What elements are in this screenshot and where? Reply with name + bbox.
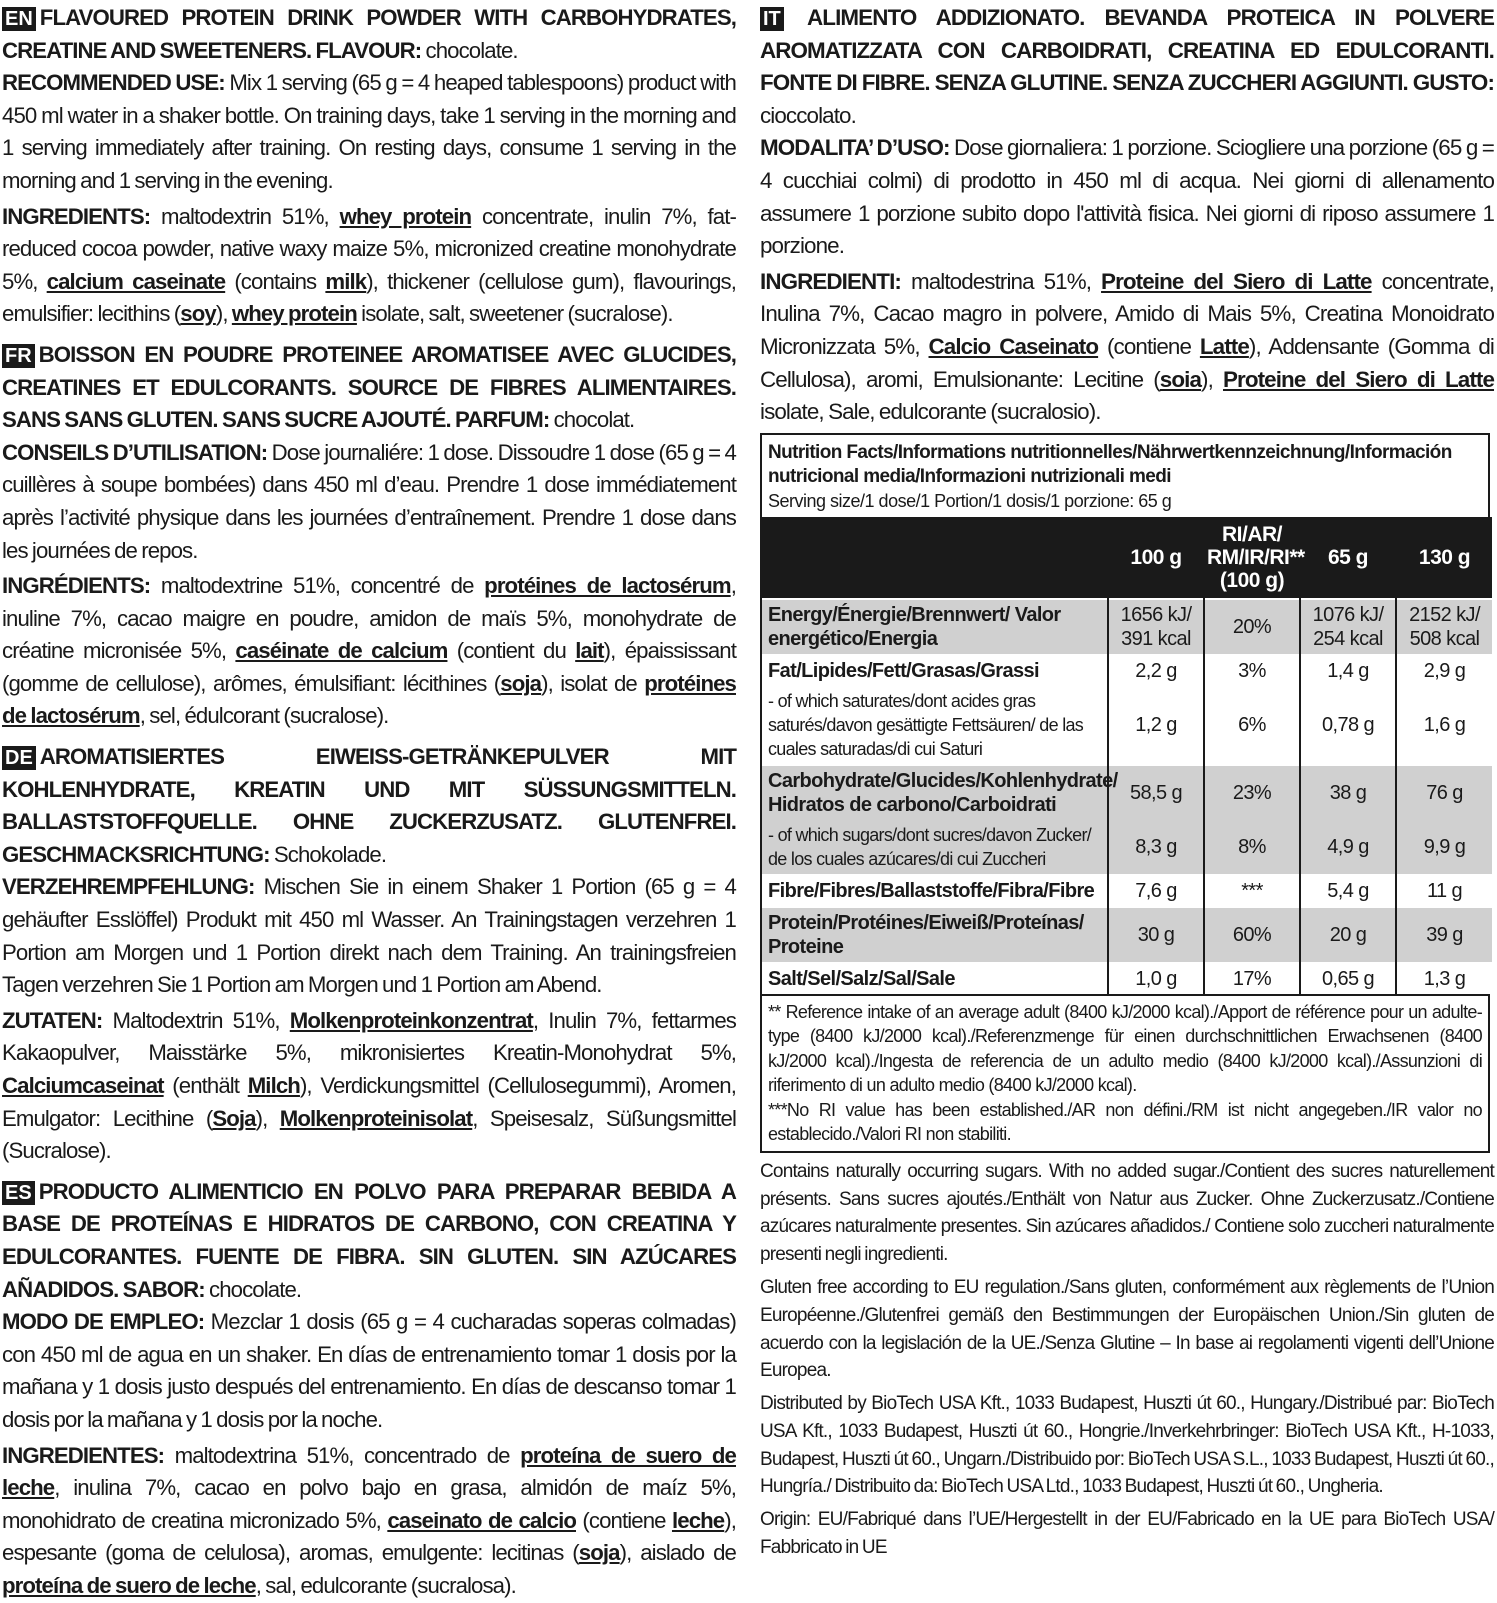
flavour-es: chocolate.	[204, 1276, 302, 1302]
allergen: protéines de lactosérum	[484, 573, 731, 599]
row-label: Carbohydrate/Glucides/Kohlenhydrate/ Hidratos de carbono/Carboidrati	[762, 765, 1108, 820]
cell-ri: 60%	[1204, 907, 1300, 963]
allergen: soia	[1159, 366, 1202, 392]
row-label: - of which saturates/dont acides gras saturés/davon gesättigte Fettsäuren/ de las cuales saturadas/di cui Saturi	[762, 686, 1108, 765]
ingr-part: ),	[1201, 366, 1223, 392]
cell-65g: 5,4 g	[1300, 875, 1396, 907]
allergen: Calciumcaseinat	[2, 1073, 164, 1098]
section-fr	[2, 339, 736, 733]
table-row-sugars	[762, 820, 1492, 875]
ingr-label-fr: INGRÉDIENTS:	[2, 573, 151, 599]
cell-130g: 2,9 g	[1396, 655, 1492, 686]
table-row-energy	[762, 599, 1492, 655]
cell-130g: 2152 kJ/ 508 kcal	[1396, 599, 1492, 655]
cell-65g: 0,65 g	[1300, 963, 1396, 994]
allergen: soy	[180, 301, 216, 327]
ingredients-it	[760, 266, 1494, 429]
ingr-part: ), isolat de	[541, 670, 645, 696]
allergen: lait	[575, 638, 604, 664]
col-header-65g: 65 g	[1300, 517, 1396, 599]
ingr-part: ), Verdickungsmittel (Cellulosegummi), Aromen, Emulgator: Lecithine (	[2, 1073, 736, 1131]
nutrition-header	[762, 435, 1488, 517]
serving-size: Serving size/1 dose/1 Portion/1 dosis/1 porzione: 65 g	[768, 490, 1172, 511]
use-text-fr: Dose journaliére: 1 dose. Dissoudre 1 dose (65 g = 4 cuillères à soupe bombées) dans 450 ml d’eau. Prendre 1 dose immédiatement après l’activité physique dans les journées d’entraînement. Prendre 1 dose dans les journées de repos.	[2, 439, 736, 563]
ingr-part: ), Addensante (Gomma di Cellulosa), aromi, Emulsionante: Lecitine (	[760, 333, 1494, 392]
row-label: Fat/Lipides/Fett/Grasas/Grassi	[762, 655, 1108, 686]
section-es	[2, 1176, 736, 1603]
table-row-salt	[762, 963, 1492, 994]
ingr-part: (enthält	[163, 1073, 248, 1098]
use-label-de: VERZEHREMPFEHLUNG:	[2, 874, 255, 900]
section-it	[760, 2, 1494, 429]
cell-ri: 23%	[1204, 765, 1300, 820]
cell-ri: 17%	[1204, 963, 1300, 994]
ingr-part: ), thickener (cellulose gum), flavourings, emulsifier: lecithins (	[2, 268, 737, 327]
table-row-fat	[762, 655, 1492, 686]
ingr-part: , sal, edulcorante (sucralosa).	[255, 1572, 516, 1598]
ingr-part: maltodextrine 51%, concentré de	[150, 573, 485, 599]
section-en	[2, 2, 736, 331]
use-label-it: MODALITA’ D’USO:	[760, 135, 950, 161]
cell-65g: 20 g	[1300, 907, 1396, 963]
note-distributor: Distributed by BioTech USA Kft., 1033 Budapest, Huszti út 60., Hungary./Distribué par: BioTech USA Kft., 1033 Budapest, Huszti út 60., Hongrie./Inverkehrbringer: BioTech USA Kft., H-1033, Budapest, Huszti út 60., Ungarn./Distribuido por: BioTech USA S.L., 1033 Budapest, Huszti út 60., Hungría./ Distribuito da: BioTech USA Ltd., 1033 Budapest, Huszti út 60., Ungheria.	[760, 1393, 1494, 1498]
ingr-part: (contains	[225, 268, 326, 294]
allergen: Proteine del Siero di Latte	[1101, 268, 1372, 294]
cell-65g: 1076 kJ/ 254 kcal	[1300, 599, 1396, 655]
note-origin: Origin: EU/Fabriqué dans l’UE/Hergestellt in der EU/Fabricado en la UE para BioTech USA/ Fabbricato in UE	[760, 1509, 1494, 1559]
ingr-part: (contiene	[1098, 333, 1200, 359]
allergen: milk	[325, 268, 367, 294]
cell-130g: 39 g	[1396, 907, 1492, 963]
cell-100g: 2,2 g	[1108, 655, 1204, 686]
allergen: proteína de suero de leche	[2, 1442, 736, 1501]
lang-tag-fr: FR	[2, 344, 35, 368]
row-label: Protein/Protéines/Eiweiß/Proteínas/ Proteine	[762, 907, 1108, 963]
cell-100g: 1656 kJ/ 391 kcal	[1108, 599, 1204, 655]
allergen: Molkenproteinisolat	[279, 1105, 473, 1131]
note-sugars: Contains naturally occurring sugars. With no added sugar./Contient des sucres naturellement présents. Sans sucres ajoutés./Enthält von Natur aus Zucker. Ohne Zuckerzusatz./Contiene azúcares naturalmente presentes. Sin azúcares añadidos./ Contiene solo zuccheri naturalmente presenti negli ingredienti.	[760, 1160, 1494, 1266]
ingr-label-en: INGREDIENTS:	[2, 203, 151, 229]
ingr-part: ), épaississant (gomme de cellulose), arômes, émulsifiant: lécithines (	[2, 638, 736, 696]
use-text-es: Mezclar 1 dosis (65 g = 4 cucharadas soperas colmadas) con 450 ml de agua en un shaker. En días de entrenamiento tomar 1 dosis por la mañana y 1 dosis justo después del entrenamiento. En días de descanso tomar 1 dosis por la mañana y 1 dosis por la noche.	[2, 1309, 736, 1432]
allergen: leche	[671, 1507, 725, 1533]
ingr-part: (contient du	[447, 638, 576, 664]
nutrition-footnotes	[762, 994, 1488, 1151]
title-it: ALIMENTO ADDIZIONATO. BEVANDA PROTEICA IN POLVERE AROMATIZZATA CON CARBOIDRATI, CREATINA ED EDULCORANTI. FONTE DI FIBRE. SENZA GLUTINE. SENZA ZUCCHERI AGGIUNTI. GUSTO:	[760, 5, 1494, 96]
cell-130g: 1,6 g	[1396, 686, 1492, 765]
allergen: caseinato de calcio	[387, 1507, 576, 1533]
table-row-protein	[762, 907, 1492, 963]
lang-tag-de: DE	[2, 746, 36, 770]
use-label-fr: CONSEILS D’UTILISATION:	[2, 439, 268, 465]
allergen: Calcio Caseinato	[928, 333, 1099, 359]
use-text-it: Dose giornaliera: 1 porzione. Sciogliere una porzione (65 g = 4 cucchiai colmi) di prodotto in 450 ml di acqua. Nei giorni di allenamento assumere 1 porzione subito dopo l'attività fisica. Nei giorni di riposo assumere 1 porzione.	[760, 135, 1494, 259]
ingredients-es	[2, 1440, 736, 1603]
ingr-part: ),	[215, 301, 232, 327]
ingr-label-es: INGREDIENTES:	[2, 1442, 165, 1468]
ingredients-fr	[2, 570, 736, 733]
nutrition-grid	[762, 517, 1492, 994]
allergen: Latte	[1199, 333, 1249, 359]
ingr-part: , sel, édulcorant (sucralose).	[139, 703, 389, 729]
table-header-row	[762, 517, 1492, 599]
row-label: - of which sugars/dont sucres/davon Zucker/ de los cuales azúcares/di cui Zuccheri	[762, 820, 1108, 875]
allergen: soja	[578, 1540, 620, 1566]
title-fr: BOISSON EN POUDRE PROTEINEE AROMATISEE AVEC GLUCIDES, CREATINES ET EDULCORANTS. SOURCE DE FIBRES ALIMENTAIRES. SANS SANS GLUTEN. SANS SUCRE AJOUTÉ. PARFUM:	[2, 341, 736, 433]
ingr-part: ),	[255, 1105, 280, 1131]
ingr-part: maltodestrina 51%,	[900, 268, 1102, 294]
ingr-label-it: INGREDIENTI:	[760, 268, 901, 294]
title-de: AROMATISIERTES EIWEISS-GETRÄNKEPULVER MIT KOHLENHYDRATE, KREATIN UND MIT SÜSSUNGSMITTELN. BALLASTSTOFFQUELLE. OHNE ZUCKERZUSATZ. GLUTENFREI. GESCHMACKSRICHTUNG:	[2, 744, 736, 867]
cell-65g: 4,9 g	[1300, 820, 1396, 875]
lang-tag-it: IT	[760, 7, 784, 31]
cell-130g: 1,3 g	[1396, 963, 1492, 994]
col-header-130g: 130 g	[1396, 517, 1492, 599]
allergen: Milch	[247, 1073, 300, 1098]
ingredients-en	[2, 201, 736, 331]
allergen: calcium caseinate	[46, 268, 226, 294]
ingr-part: isolate, salt, sweetener (sucralose).	[356, 301, 673, 327]
ingr-part: , Speisesalz, Süßungsmittel (Sucralose).	[2, 1105, 736, 1164]
cell-100g: 30 g	[1108, 907, 1204, 963]
cell-65g: 0,78 g	[1300, 686, 1396, 765]
cell-100g: 7,6 g	[1108, 875, 1204, 907]
flavour-de: Schokolade.	[269, 841, 387, 867]
table-row-saturates	[762, 686, 1492, 765]
cell-ri: 20%	[1204, 599, 1300, 655]
ingr-part: , inulina 7%, cacao en polvo bajo en grasa, almidón de maíz 5%, monohidrato de creatina micronizado 5%,	[2, 1475, 736, 1533]
col-header-ri: RI/AR/ RM/IR/RI** (100 g)	[1204, 517, 1300, 599]
ingredients-de	[2, 1005, 736, 1168]
flavour-en: chocolate.	[421, 37, 518, 63]
ingr-part: ), aislado de	[619, 1540, 736, 1566]
row-label: Energy/Énergie/Brennwert/ Valor energético/Energia	[762, 599, 1108, 655]
nutrition-title: Nutrition Facts/Informations nutritionnelles/Nährwertkennzeichnung/Información nutricional media/Informazioni nutrizionali medi	[768, 441, 1452, 487]
cell-ri: 8%	[1204, 820, 1300, 875]
ingr-part: maltodextrina 51%, concentrado de	[164, 1442, 521, 1468]
cell-ri: 3%	[1204, 655, 1300, 686]
flavour-fr: chocolat.	[549, 407, 635, 433]
cell-100g: 8,3 g	[1108, 820, 1204, 875]
use-text-en: Mix 1 serving (65 g = 4 heaped tablespoons) product with 450 ml water in a shaker bottle. On training days, take 1 serving in the morning and 1 serving immediately after training. On resting days, consume 1 serving in the morning and 1 serving in the evening.	[2, 70, 736, 193]
cell-130g: 11 g	[1396, 875, 1492, 907]
allergen: Molkenproteinkonzentrat	[289, 1007, 533, 1033]
ingr-part: (contiene	[576, 1507, 672, 1533]
use-label-es: MODO DE EMPLEO:	[2, 1309, 205, 1335]
table-row-fibre	[762, 875, 1492, 907]
ingr-part: maltodextrin 51%,	[150, 203, 340, 229]
lang-tag-es: ES	[2, 1181, 35, 1205]
col-header-100g: 100 g	[1108, 517, 1204, 599]
ingr-part: concentrate, inulin 7%, fat-reduced cocoa powder, native waxy maize 5%, micronized creatine monohydrate 5%,	[2, 203, 736, 294]
allergen: Proteine del Siero di Latte	[1223, 366, 1495, 392]
cell-ri: 6%	[1204, 686, 1300, 765]
allergen: whey protein	[339, 203, 472, 229]
flavour-it: cioccolato.	[760, 102, 856, 128]
row-label: Fibre/Fibres/Ballaststoffe/Fibra/Fibre	[762, 875, 1108, 907]
cell-65g: 1,4 g	[1300, 655, 1396, 686]
section-de	[2, 741, 736, 1168]
table-row-carbohydrate	[762, 765, 1492, 820]
cell-100g: 1,2 g	[1108, 686, 1204, 765]
cell-100g: 58,5 g	[1108, 765, 1204, 820]
ingr-part: Maltodextrin 51%,	[102, 1007, 290, 1033]
use-text-de: Mischen Sie in einem Shaker 1 Portion (65 g = 4 gehäufter Esslöffel) Produkt mit 450 ml Wasser. An Trainingstagen verzehren 1 Portion am Morgen und 1 Portion direkt nach dem Training. An trainingsfreien Tagen verzehren Sie 1 Portion am Morgen und 1 Portion am Abend.	[2, 874, 736, 998]
note-gluten: Gluten free according to EU regulation./Sans gluten, conformément aux règlements de l’Union Européenne./Glutenfrei gemäß den Bestimmungen der Europäischen Union./Sin gluten de acuerdo con la legislación de la UE./Senza Glutine – In base ai regolamenti vigenti dell’Unione Europea.	[760, 1276, 1494, 1382]
title-en: FLAVOURED PROTEIN DRINK POWDER WITH CARBOHYDRATES, CREATINE AND SWEETENERS. FLAVOUR:	[2, 5, 736, 63]
row-label: Salt/Sel/Salz/Sal/Sale	[762, 963, 1108, 994]
cell-ri: ***	[1204, 875, 1300, 907]
use-label-en: RECOMMENDED USE:	[2, 70, 225, 96]
cell-100g: 1,0 g	[1108, 963, 1204, 994]
footnote-no-ri: ***No RI value has been established./AR non défini./RM ist nicht angegeben./IR valor no establecido./Valori RI non stabiliti.	[768, 1099, 1482, 1145]
allergen: soja	[500, 670, 542, 696]
cell-65g: 38 g	[1300, 765, 1396, 820]
title-es: PRODUCTO ALIMENTICIO EN POLVO PARA PREPARAR BEBIDA A BASE DE PROTEÍNAS E HIDRATOS DE CARBONO, CON CREATINA Y EDULCORANTES. FUENTE DE FIBRA. SIN GLUTEN. SIN AZÚCARES AÑADIDOS. SABOR:	[2, 1178, 736, 1302]
cell-130g: 76 g	[1396, 765, 1492, 820]
right-column	[760, 2, 1494, 1562]
ingr-part: ), espesante (goma de celulosa), aromas, emulgente: lecitinas (	[2, 1507, 736, 1566]
nutrition-table	[760, 433, 1490, 1153]
ingr-part: isolate, Sale, edulcorante (sucralosio).	[760, 399, 1101, 425]
allergen: protéines de lactosérum	[2, 670, 736, 729]
ingr-part: concentrate, Inulina 7%, Cacao magro in polvere, Amido di Mais 5%, Creatina Monoidrato Micronizzata 5%,	[760, 268, 1494, 359]
allergen: Soja	[212, 1105, 256, 1131]
allergen: whey protein	[231, 301, 357, 327]
footnote-ri: ** Reference intake of an average adult (8400 kJ/2000 kcal)./Apport de référence pour un adulte-type (8400 kJ/2000 kcal)./Referenzmenge für einen durchschnittlichen Erwachsenen (8400 kJ/2000 kcal)./Ingesta de referencia de un adulto medio (8400 kJ/2000 kcal)./Assunzioni di riferimento di un adulto medio (8400 kJ/2000 kcal).	[768, 1001, 1482, 1096]
allergen: proteína de suero de leche	[2, 1572, 256, 1598]
ingr-part: , Inulin 7%, fettarmes Kakaopulver, Maisstärke 5%, mikronisiertes Kreatin-Monohydrat 5%,	[2, 1007, 736, 1066]
ingr-part: , inuline 7%, cacao maigre en poudre, amidon de maïs 5%, monohydrate de créatine micronisée 5%,	[2, 573, 736, 664]
col-header	[762, 517, 1108, 599]
cell-130g: 9,9 g	[1396, 820, 1492, 875]
lang-tag-en: EN	[2, 7, 36, 31]
ingr-label-de: ZUTATEN:	[2, 1007, 103, 1033]
allergen: caséinate de calcium	[235, 638, 448, 664]
left-column	[2, 2, 736, 1603]
